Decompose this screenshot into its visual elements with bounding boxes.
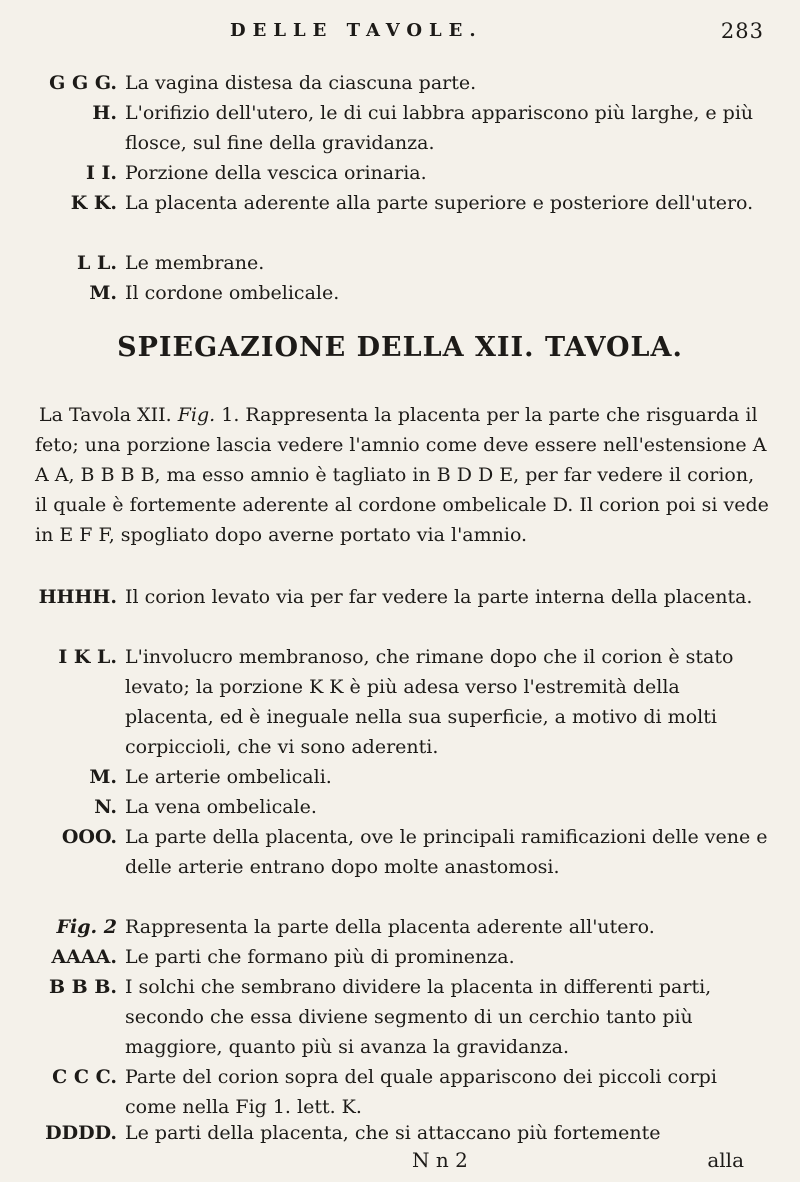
intro-lead: La Tavola XII. — [39, 404, 172, 426]
legend-key: N. — [94, 796, 117, 818]
legend-entry — [33, 912, 770, 942]
legend-text: La placenta aderente alla parte superiore e posteriore dell'utero. — [125, 192, 754, 214]
fig-label: Fig. — [177, 404, 216, 426]
legend-entry — [33, 158, 770, 188]
intro-text: 1. Rappresenta la placenta per la parte che risguarda il feto; una porzione lascia vedere l'amnio come deve essere nell'estensione A A A, B B B B, ma esso amnio è tagliato in B D D E, per far vedere il corion, il quale è fortemente aderente al cordone ombelicale D. Il corion poi si vede in E F F, spogliato dopo averne portato via l'amnio. — [35, 404, 769, 546]
running-title: DELLE TAVOLE. — [230, 20, 483, 41]
legend-key: DDDD. — [45, 1122, 117, 1144]
legend-text: Il cordone ombelicale. — [125, 282, 340, 304]
legend-key: M. — [89, 766, 117, 788]
legend-entry — [33, 1118, 770, 1148]
legend-entry — [33, 188, 770, 218]
legend-entry — [33, 98, 770, 158]
legend-key: H. — [92, 102, 117, 124]
legend-text: Le membrane. — [125, 252, 265, 274]
legend-entry — [33, 582, 770, 612]
legend-entry — [33, 642, 770, 762]
legend-key: B B B. — [48, 976, 117, 998]
page-number: 283 — [720, 19, 764, 43]
legend-entry — [33, 822, 770, 882]
legend-entry — [33, 942, 770, 972]
legend-key: I K L. — [58, 646, 117, 668]
legend-key: C C C. — [52, 1066, 117, 1088]
legend-text: Parte del corion sopra del quale appariscono dei piccoli corpi come nella Fig 1. lett. K. — [125, 1066, 717, 1118]
legend-text: Le parti della placenta, che si attaccano più fortemente — [125, 1122, 661, 1144]
legend-key: OOO. — [61, 826, 117, 848]
legend-text: Le parti che formano più di prominenza. — [125, 946, 515, 968]
legend-entry — [33, 792, 770, 822]
legend-text: L'involucro membranoso, che rimane dopo che il corion è stato levato; la porzione K K è più adesa verso l'estremità della placenta, ed è ineguale nella sua superficie, a motivo di molti corpiccioli, che vi sono aderenti. — [125, 646, 734, 758]
legend-key: G G G. — [49, 72, 117, 94]
legend-text: Il corion levato via per far vedere la parte interna della placenta. — [125, 586, 753, 608]
signature-mark: N n 2 — [412, 1148, 468, 1172]
legend-text: La vena ombelicale. — [125, 796, 317, 818]
legend-entry — [33, 68, 770, 98]
legend-key: L L. — [77, 252, 117, 274]
legend-key: I I. — [85, 162, 117, 184]
legend-entry — [33, 972, 770, 1062]
catchword: alla — [707, 1148, 744, 1172]
legend-entry — [33, 278, 770, 308]
legend-entry — [33, 248, 770, 278]
legend-text: L'orifizio dell'utero, le di cui labbra apparisconο più larghe, e più flosce, sul fine della gravidanza. — [125, 102, 754, 154]
legend-entry — [33, 1062, 770, 1122]
legend-text: I solchi che sembrano dividere la placenta in differenti parti, secondo che essa diviene segmento di un cerchio tanto più maggiore, quanto più si avanza la gravidanza. — [125, 976, 712, 1058]
legend-text: Porzione della vescica orinaria. — [125, 162, 427, 184]
intro-paragraph — [35, 400, 770, 550]
legend-key: K K. — [70, 192, 117, 214]
legend-text: La vagina distesa da ciascuna parte. — [125, 72, 477, 94]
legend-text: Rappresenta la parte della placenta aderente all'utero. — [125, 916, 655, 938]
legend-text: Le arterie ombelicali. — [125, 766, 332, 788]
legend-entry — [33, 762, 770, 792]
legend-key: AAAA. — [51, 946, 117, 968]
legend-key: Fig. 2 — [56, 916, 117, 938]
legend-text: La parte della placenta, ove le principali ramificazioni delle vene e delle arterie entrano dopo molte anastomosi. — [125, 826, 768, 878]
section-heading: SPIEGAZIONE DELLA XII. TAVOLA. — [117, 332, 683, 363]
legend-key: M. — [89, 282, 117, 304]
legend-key: HHHH. — [38, 586, 117, 608]
